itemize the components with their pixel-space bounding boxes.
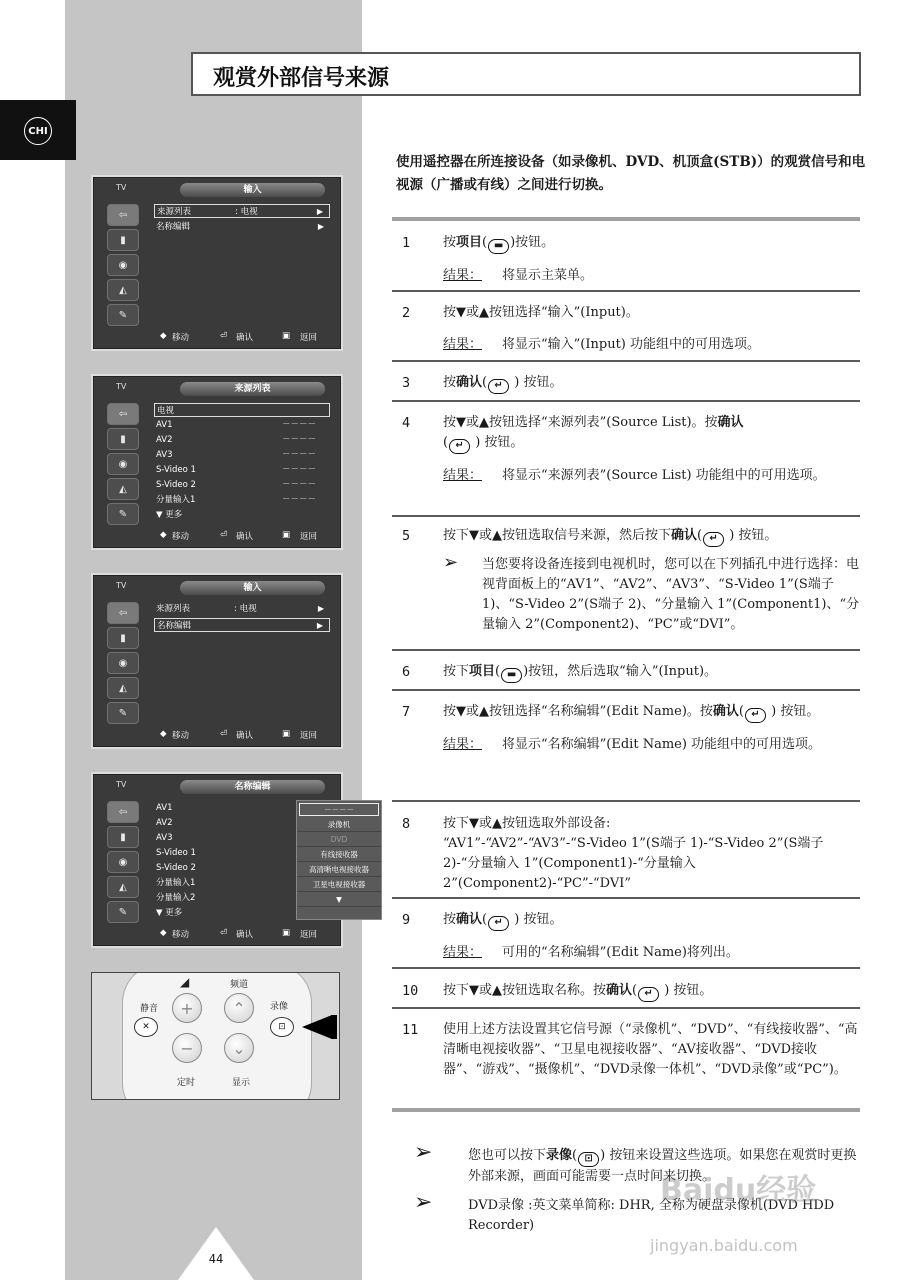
more-row[interactable] xyxy=(154,508,330,522)
tip-text: DVD录像 :英文菜单简称: DHR, 全称为硬盘录像机(DVD HDD Recorder) xyxy=(468,1198,835,1233)
text-part: 您也可以按下 xyxy=(468,1148,547,1163)
footer-return: 返回 xyxy=(300,333,318,343)
step-text: 按项目( ▬ )按钮。 xyxy=(443,233,860,254)
enter-button-icon: ↵ xyxy=(745,708,766,723)
pointer-arrow-icon xyxy=(302,1015,332,1039)
step-9 xyxy=(392,910,860,963)
menu-header: 来源列表 xyxy=(180,382,325,396)
menu-header: 名称编辑 xyxy=(180,780,325,794)
text-part: 按下▼或▲按钮选取信号来源，然后按下 xyxy=(443,528,671,543)
row-label: ▼ 更多 xyxy=(156,908,183,918)
row-label: AV2 xyxy=(156,818,173,828)
footer-return: 返回 xyxy=(300,532,318,542)
device-submenu xyxy=(296,800,382,920)
pointer-bar xyxy=(331,1015,337,1039)
volume-up-button[interactable]: + xyxy=(172,993,202,1023)
menu-footer xyxy=(150,529,334,543)
step-text: 按下▼或▲按钮选取名称。按确认( ↵ ) 按钮。 xyxy=(443,981,860,1002)
step-8 xyxy=(392,814,860,894)
row-label: 来源列表 xyxy=(157,207,192,217)
setup-icon: ✎ xyxy=(107,503,139,525)
result-label: 结果： xyxy=(443,468,483,483)
record-button-icon: ⊡ xyxy=(578,1152,599,1167)
channel-down-button[interactable]: ⌄ xyxy=(224,1033,254,1063)
footer-enter: 确认 xyxy=(236,930,254,940)
source-row[interactable] xyxy=(154,418,330,432)
step-note xyxy=(443,552,860,635)
step-number: 3 xyxy=(402,375,411,391)
sound-icon: ◉ xyxy=(107,254,139,276)
channel-icon: ◭ xyxy=(107,478,139,500)
step-text: 按下▼或▲按钮选取外部设备: xyxy=(443,816,611,831)
step-1 xyxy=(392,233,860,286)
step-divider xyxy=(392,400,860,402)
row-label: AV1 xyxy=(156,803,173,813)
tv-label: TV xyxy=(116,581,127,590)
row-value: －－－－ xyxy=(281,495,316,505)
row-label: S-Video 2 xyxy=(156,863,196,873)
volume-down-button[interactable]: − xyxy=(172,1033,202,1063)
intro-text: 使用遥控器在所连接设备（如录像机、DVD、机顶盒(STB)）的观赏信号和电视源（广播或有线）之间进行切换。 xyxy=(396,154,866,193)
footer-return: 返回 xyxy=(300,930,318,940)
enter-button-icon: ↵ xyxy=(488,916,509,931)
row-label: S-Video 1 xyxy=(156,465,196,475)
source-row[interactable] xyxy=(154,403,330,417)
menu-row-edit-name[interactable] xyxy=(154,618,330,632)
result-text: 将显示“名称编辑”(Edit Name) 功能组中的可用选项。 xyxy=(502,737,822,752)
picture-icon: ▮ xyxy=(107,229,139,251)
page-number: 44 xyxy=(208,1252,224,1266)
setup-icon: ✎ xyxy=(107,304,139,326)
input-icon: ⇦ xyxy=(107,602,139,624)
arrow-right-icon: ▶ xyxy=(317,604,324,613)
menu-panel xyxy=(150,598,334,728)
text-part: ) 按钮。 xyxy=(725,528,778,543)
tv-label: TV xyxy=(116,183,127,192)
text-part: )按钮。 xyxy=(510,235,555,250)
submenu-item[interactable]: 高清晰电视接收器 xyxy=(297,862,381,877)
text-part: 按 xyxy=(443,235,457,250)
step-number: 2 xyxy=(402,305,411,321)
row-value: －－－－ xyxy=(281,435,316,445)
source-row[interactable] xyxy=(154,493,330,507)
display-label: 显示 xyxy=(232,1078,251,1088)
return-icon: ▣ xyxy=(282,530,291,540)
text-part: 按下 xyxy=(443,664,470,679)
step-text: 按▼或▲按钮选择“来源列表”(Source List)。按确认 ( ↵ ) 按钮。 xyxy=(443,413,860,454)
bold-term: 录像 xyxy=(546,1148,573,1163)
footer-move: 移动 xyxy=(172,532,190,542)
step-result xyxy=(443,266,860,286)
source-row[interactable] xyxy=(154,433,330,447)
sound-icon: ◉ xyxy=(107,652,139,674)
step-result xyxy=(443,735,860,755)
row-value: －－－－ xyxy=(281,480,316,490)
step-5 xyxy=(392,526,860,635)
menu-footer xyxy=(150,330,334,344)
row-label: 来源列表 xyxy=(156,604,191,614)
menu-row-source-list[interactable] xyxy=(154,204,330,218)
channel-icon: ◭ xyxy=(107,677,139,699)
row-value: : 电视 xyxy=(234,604,257,614)
text-part: ) 按钮。 xyxy=(660,983,713,998)
text-part: 按▼或▲按钮选择“来源列表”(Source List)。按 xyxy=(443,415,718,430)
note-text: 当您要将设备连接到电视机时，您可以在下列插孔中进行选择：电视背面板上的“AV1”、“AV2”、“AV3”、“S-Video 1”(S端子 1)、“S-Video 2”(S端子 2)、“分量输入 1”(Component1)、“分量输入 2”(Component2)、“PC”或“DVI”。 xyxy=(482,557,860,632)
source-row[interactable] xyxy=(154,463,330,477)
row-label: 电视 xyxy=(157,406,175,416)
row-value: －－－－ xyxy=(281,420,316,430)
menu-row-edit-name[interactable] xyxy=(154,220,330,234)
bold-term: 确认 xyxy=(456,912,483,927)
menu-footer xyxy=(150,728,334,742)
menu-panel xyxy=(150,797,369,927)
tv-label: TV xyxy=(116,780,127,789)
channel-icon: ◭ xyxy=(107,876,139,898)
return-icon: ▣ xyxy=(282,928,291,938)
step-number: 4 xyxy=(402,415,411,431)
menu-footer xyxy=(150,927,334,941)
language-tab xyxy=(0,100,76,160)
step-number: 6 xyxy=(402,664,411,680)
row-value: －－－－ xyxy=(281,450,316,460)
step-number: 9 xyxy=(402,912,411,928)
bold-term: 确认 xyxy=(606,983,633,998)
move-icon: ◆ xyxy=(160,331,167,341)
row-label: S-Video 2 xyxy=(156,480,196,490)
step-divider xyxy=(392,689,860,691)
enter-icon: ⏎ xyxy=(220,530,228,540)
page-title-box xyxy=(191,52,861,96)
bold-term: 确认 xyxy=(671,528,698,543)
setup-icon: ✎ xyxy=(107,901,139,923)
footer-enter: 确认 xyxy=(236,731,254,741)
step-text: 按▼或▲按钮选择“输入”(Input)。 xyxy=(443,305,639,320)
footer-return: 返回 xyxy=(300,731,318,741)
channel-up-button[interactable]: ⌃ xyxy=(224,993,254,1023)
step-text: 按▼或▲按钮选择“名称编辑”(Edit Name)。按确认( ↵ ) 按钮。 xyxy=(443,702,860,723)
section-divider xyxy=(392,1108,860,1112)
step-6 xyxy=(392,662,860,683)
row-label: AV3 xyxy=(156,833,173,843)
menu-button-icon: ▬ xyxy=(488,239,509,254)
result-label: 结果： xyxy=(443,337,483,352)
source-row[interactable] xyxy=(154,478,330,492)
enter-button-icon: ↵ xyxy=(638,987,659,1002)
row-label: 分量输入2 xyxy=(156,893,196,903)
step-number: 7 xyxy=(402,704,411,720)
step-result xyxy=(443,943,860,963)
step-text: 按确认( ↵ ) 按钮。 xyxy=(443,373,860,394)
step-text: 按下▼或▲按钮选取信号来源，然后按下确认( ↵ ) 按钮。 xyxy=(443,526,860,547)
sound-icon: ◉ xyxy=(107,453,139,475)
step-11 xyxy=(392,1020,860,1080)
step-number: 1 xyxy=(402,235,411,251)
step-divider xyxy=(392,649,860,651)
row-label: ▼ 更多 xyxy=(156,510,183,520)
enter-icon: ⏎ xyxy=(220,928,228,938)
row-label: AV2 xyxy=(156,435,173,445)
enter-icon: ⏎ xyxy=(220,331,228,341)
step-divider xyxy=(392,290,860,292)
input-icon: ⇦ xyxy=(107,403,139,425)
step-divider xyxy=(392,360,860,362)
result-label: 结果： xyxy=(443,737,483,752)
tv-screen-input-2 xyxy=(93,575,341,747)
row-label: AV1 xyxy=(156,420,173,430)
channel-label: 频道 xyxy=(230,980,249,990)
step-7 xyxy=(392,702,860,755)
tip-arrow-icon: ➢ xyxy=(414,1190,433,1215)
menu-header: 输入 xyxy=(180,183,325,197)
text-part: ) 按钮。 xyxy=(767,704,820,719)
language-badge: CHI xyxy=(24,117,52,145)
row-value: －－－－ xyxy=(281,465,316,475)
menu-button-icon: ▬ xyxy=(501,668,522,683)
return-icon: ▣ xyxy=(282,729,291,739)
step-number: 10 xyxy=(402,983,419,999)
result-text: 将显示主菜单。 xyxy=(502,268,594,283)
tv-screen-edit-name xyxy=(93,774,369,946)
step-divider xyxy=(392,515,860,517)
tv-screen-input-1 xyxy=(93,177,341,349)
return-icon: ▣ xyxy=(282,331,291,341)
step-text: 按确认( ↵ ) 按钮。 xyxy=(443,910,860,931)
text-part: ) 按钮。 xyxy=(471,435,524,450)
sound-icon: ◉ xyxy=(107,851,139,873)
enter-button-icon: ↵ xyxy=(449,439,470,454)
watermark-url: jingyan.baidu.com xyxy=(650,1236,798,1255)
text-part: 按▼或▲按钮选择“名称编辑”(Edit Name)。按 xyxy=(443,704,713,719)
text-part: ) 按钮来设置这些选项。如果您在观赏时更换外部来源，画面可能需要一点时间来切换。 xyxy=(468,1148,857,1184)
arrow-right-icon: ▶ xyxy=(316,621,323,630)
scroll-down-icon[interactable]: ▼ xyxy=(297,892,381,907)
menu-icon-column xyxy=(102,200,146,330)
text-part: ) 按钮。 xyxy=(510,375,563,390)
tv-label: TV xyxy=(116,382,127,391)
step-text: 使用上述方法设置其它信号源（“录像机”、“DVD”、“有线接收器”、“高清晰电视接收器”、“卫星电视接收器”、“AV接收器”、“DVD接收器”、“游戏”、“摄像机”、“DVD录像一体机”、“DVD录像”或“PC”)。 xyxy=(443,1022,858,1077)
footer-enter: 确认 xyxy=(236,532,254,542)
menu-panel xyxy=(150,200,334,330)
step-2 xyxy=(392,303,860,355)
row-label: 名称编辑 xyxy=(156,222,191,232)
move-icon: ◆ xyxy=(160,729,167,739)
submenu-item[interactable]: 卫星电视接收器 xyxy=(297,877,381,892)
picture-icon: ▮ xyxy=(107,627,139,649)
bold-term: 确认 xyxy=(456,375,483,390)
tip-arrow-icon: ➢ xyxy=(414,1140,433,1165)
arrow-right-icon: ▶ xyxy=(316,207,323,216)
step-number: 5 xyxy=(402,528,411,544)
note-arrow-icon: ➢ xyxy=(443,552,459,573)
menu-header: 输入 xyxy=(180,581,325,595)
section-divider xyxy=(392,217,860,221)
step-10 xyxy=(392,981,860,1002)
row-label: 分量输入1 xyxy=(156,878,196,888)
step-divider xyxy=(392,800,860,802)
text-part: 按下▼或▲按钮选取名称。按 xyxy=(443,983,606,998)
enter-icon: ⏎ xyxy=(220,729,228,739)
channel-icon: ◭ xyxy=(107,279,139,301)
setup-icon: ✎ xyxy=(107,702,139,724)
bold-term: 项目 xyxy=(469,664,496,679)
footer-move: 移动 xyxy=(172,930,190,940)
mute-label: 静音 xyxy=(140,1004,159,1014)
footer-move: 移动 xyxy=(172,333,190,343)
step-text: 按下项目( ▬ )按钮，然后选取“输入”(Input)。 xyxy=(443,662,860,683)
tv-screen-source-list xyxy=(93,376,341,548)
volume-icon: ◢ xyxy=(180,975,190,989)
submenu-item[interactable]: 录像机 xyxy=(297,817,381,832)
step-result xyxy=(443,335,860,355)
row-label: S-Video 1 xyxy=(156,848,196,858)
result-label: 结果： xyxy=(443,945,483,960)
tip-record-button: ➢ 您也可以按下录像( ⊡ ) 按钮来设置这些选项。如果您在观赏时更换外部来源，画面可能需要一点时间来切换。 xyxy=(414,1140,857,1184)
row-label: 分量输入1 xyxy=(156,495,196,505)
text-part: )按钮，然后选取“输入”(Input)。 xyxy=(523,664,718,679)
page-title: 观赏外部信号来源 xyxy=(213,65,390,91)
menu-icon-column xyxy=(102,598,146,728)
record-label: 录像 xyxy=(270,1002,289,1012)
enter-button-icon: ↵ xyxy=(703,532,724,547)
move-icon: ◆ xyxy=(160,928,167,938)
picture-icon: ▮ xyxy=(107,428,139,450)
submenu-item[interactable]: DVD xyxy=(297,832,381,847)
menu-icon-column xyxy=(102,797,146,927)
record-button[interactable]: ⊡ xyxy=(270,1017,294,1037)
step-divider xyxy=(392,1007,860,1009)
watermark-brand: Baidu经验 xyxy=(660,1173,817,1208)
step-number: 11 xyxy=(402,1022,419,1038)
input-icon: ⇦ xyxy=(107,801,139,823)
step-divider xyxy=(392,897,860,899)
timer-label: 定时 xyxy=(177,1078,196,1088)
step-result xyxy=(443,466,860,486)
submenu-item[interactable]: 有线接收器 xyxy=(297,847,381,862)
menu-icon-column xyxy=(102,399,146,529)
bold-term: 确认 xyxy=(712,704,739,719)
mute-button[interactable]: ✕ xyxy=(134,1017,158,1037)
text-part: ) 按钮。 xyxy=(510,912,563,927)
row-value: : 电视 xyxy=(235,207,258,217)
bold-term: 确认 xyxy=(717,415,744,430)
result-text: 可用的“名称编辑”(Edit Name)将列出。 xyxy=(502,945,739,960)
enter-button-icon: ↵ xyxy=(488,379,509,394)
step-4 xyxy=(392,413,860,486)
row-label: 名称编辑 xyxy=(157,621,192,631)
step-3 xyxy=(392,373,860,394)
result-text: 将显示“输入”(Input) 功能组中的可用选项。 xyxy=(502,337,760,352)
result-text: 将显示“来源列表”(Source List) 功能组中的可用选项。 xyxy=(502,468,826,483)
bold-term: 项目 xyxy=(456,235,483,250)
source-row[interactable] xyxy=(154,448,330,462)
submenu-item-selected[interactable]: －－－－ xyxy=(299,803,379,816)
step-number: 8 xyxy=(402,816,411,832)
step-divider xyxy=(392,967,860,969)
input-icon: ⇦ xyxy=(107,204,139,226)
menu-row-source-list[interactable] xyxy=(154,602,330,616)
move-icon: ◆ xyxy=(160,530,167,540)
row-label: AV3 xyxy=(156,450,173,460)
footer-enter: 确认 xyxy=(236,333,254,343)
result-label: 结果： xyxy=(443,268,483,283)
picture-icon: ▮ xyxy=(107,826,139,848)
menu-panel xyxy=(150,399,334,529)
text-part: 按 xyxy=(443,912,457,927)
footer-move: 移动 xyxy=(172,731,190,741)
step-text-sequence: “AV1”-“AV2”-“AV3”-“S-Video 1”(S端子 1)-“S-Video 2”(S端子 2)-“分量输入 1”(Component1)-“分量输入 2”(Component2)-“PC”-“DVI” xyxy=(443,836,824,891)
arrow-right-icon: ▶ xyxy=(317,222,324,231)
text-part: 按 xyxy=(443,375,457,390)
